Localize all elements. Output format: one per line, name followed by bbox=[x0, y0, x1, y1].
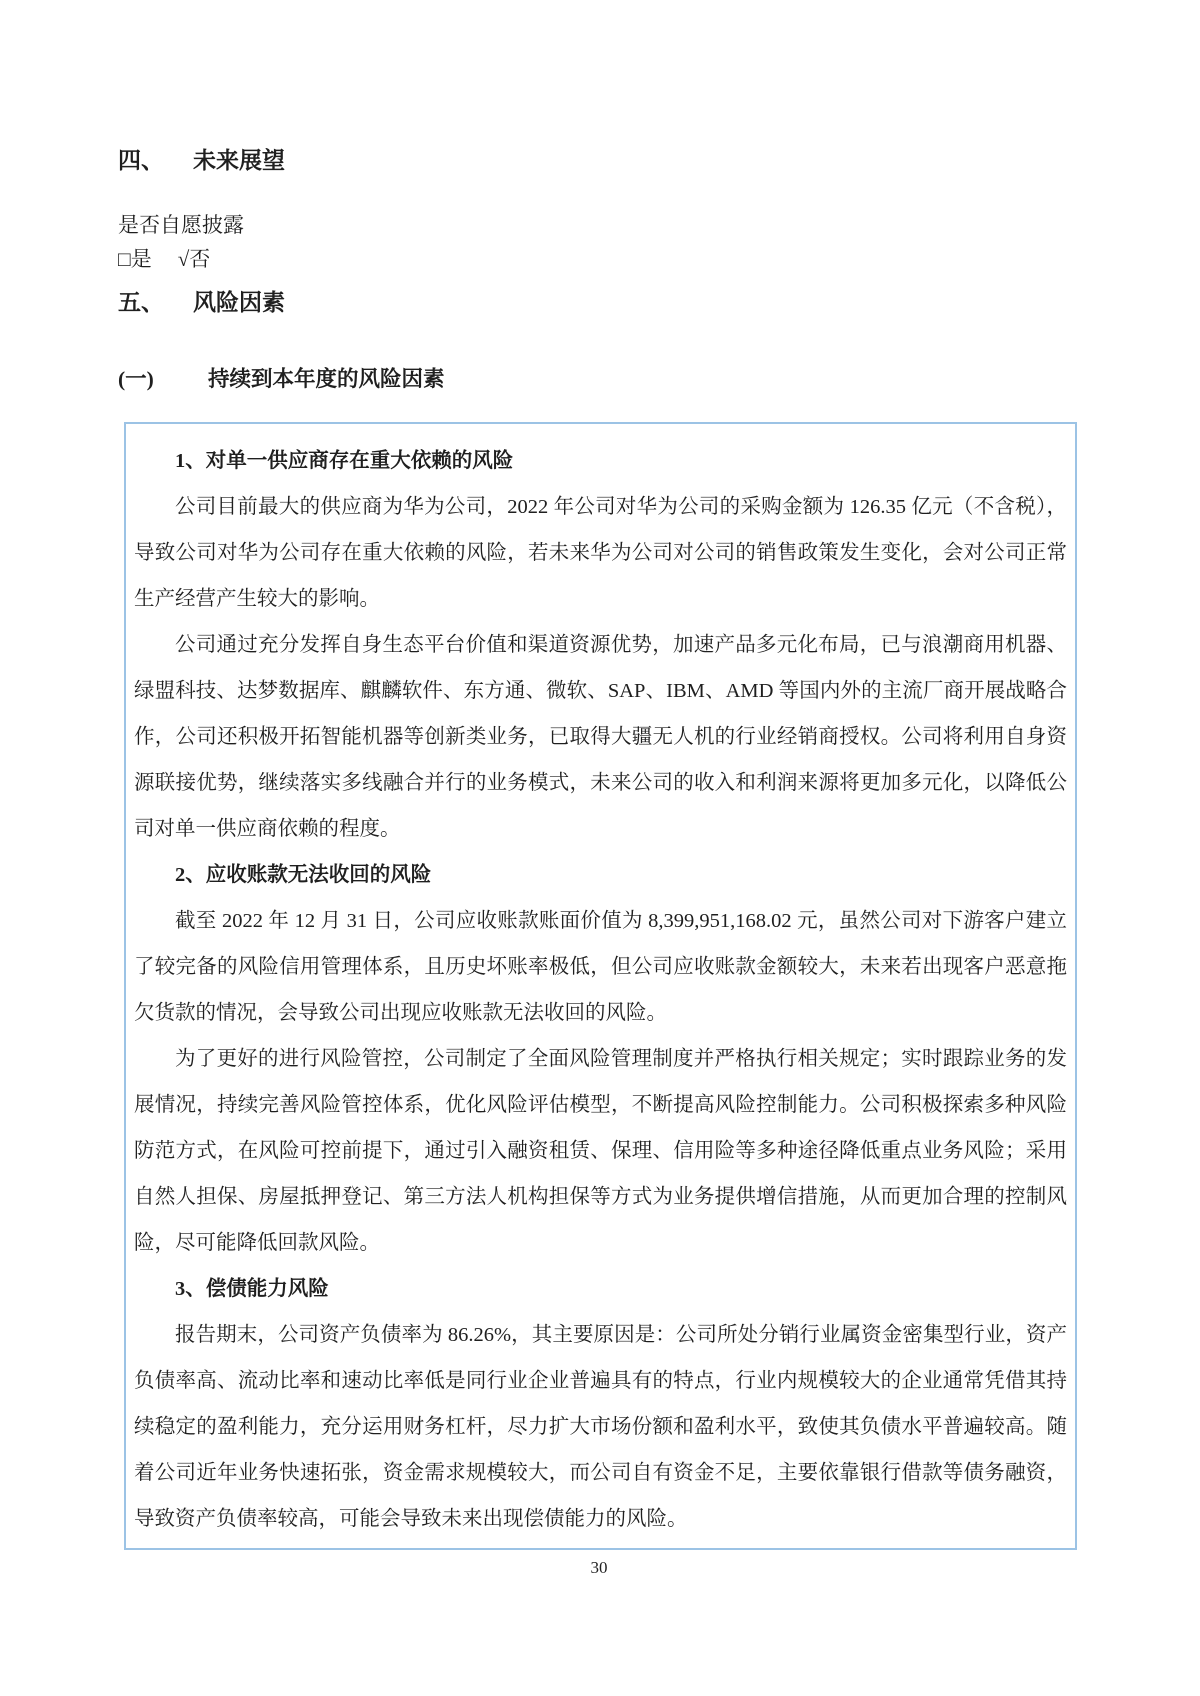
risk-item-paragraph: 截至 2022 年 12 月 31 日，公司应收账款账面价值为 8,399,951,168.02 元，虽然公司对下游客户建立了较完备的风险信用管理体系，且历史坏账率极低，但公司应收账款金额较大，未来若出现客户恶意拖欠货款的情况，会导致公司出现应收账款无法收回的风险。 bbox=[134, 910, 1067, 1024]
risk-item-paragraph: 公司目前最大的供应商为华为公司，2022 年公司对华为公司的采购金额为 126.35 亿元（不含税），导致公司对华为公司存在重大依赖的风险，若未来华为公司对公司的销售政策发生变化，会对公司正常生产经营产生较大的影响。 bbox=[134, 496, 1067, 610]
option-no bbox=[178, 247, 211, 271]
checkmark-icon: √ bbox=[177, 247, 190, 271]
disclosure-options bbox=[118, 242, 1080, 276]
risk-item-paragraph: 公司通过充分发挥自身生态平台价值和渠道资源优势，加速产品多元化布局，已与浪潮商用机器、绿盟科技、达梦数据库、麒麟软件、东方通、微软、SAP、IBM、AMD 等国内外的主流厂商开展战略合作，公司还积极开拓智能机器等创新类业务，已取得大疆无人机的行业经销商授权。公司将利用自身资源联接优势，继续落实多线融合并行的业务模式，未来公司的收入和利润来源将更加多元化，以降低公司对单一供应商依赖的程度。 bbox=[134, 634, 1067, 840]
risk-item-heading: 3、偿债能力风险 bbox=[175, 1278, 329, 1300]
section-number: 四、 bbox=[118, 148, 164, 173]
subsection-heading-ongoing-risks bbox=[118, 364, 1080, 394]
section-number: 五、 bbox=[118, 290, 164, 315]
subsection-title: 持续到本年度的风险因素 bbox=[208, 367, 445, 391]
risk-item-paragraph: 报告期末，公司资产负债率为 86.26%，其主要原因是：公司所处分销行业属资金密集型行业，资产负债率高、流动比率和速动比率低是同行业企业普遍具有的特点，行业内规模较大的企业通常凭借其持续稳定的盈利能力，充分运用财务杠杆，尽力扩大市场份额和盈利水平，致使其负债水平普遍较高。随着公司近年业务快速拓张，资金需求规模较大，而公司自有资金不足，主要依靠银行借款等债务融资，导致资产负债率较高，可能会导致未来出现偿债能力的风险。 bbox=[134, 1324, 1067, 1530]
page-number: 30 bbox=[590, 1558, 608, 1577]
section-heading-risk-factors bbox=[118, 288, 1080, 318]
section-heading-future-outlook bbox=[118, 146, 1080, 176]
risk-item-heading: 2、应收账款无法收回的风险 bbox=[175, 864, 432, 886]
risk-item-paragraph: 为了更好的进行风险管控，公司制定了全面风险管理制度并严格执行相关规定；实时跟踪业务的发展情况，持续完善风险管控体系，优化风险评估模型，不断提高风险控制能力。公司积极探索多种风险防范方式，在风险可控前提下，通过引入融资租赁、保理、信用险等多种途径降低重点业务风险；采用自然人担保、房屋抵押登记、第三方法人机构担保等方式为业务提供增信措施，从而更加合理的控制风险，尽可能降低回款风险。 bbox=[134, 1048, 1067, 1254]
subsection-number: (一) bbox=[118, 367, 154, 391]
option-yes bbox=[118, 247, 152, 271]
option-no-label: 否 bbox=[189, 247, 211, 271]
risk-factors-box bbox=[124, 422, 1077, 1550]
risk-item-heading: 1、对单一供应商存在重大依赖的风险 bbox=[175, 450, 514, 472]
option-yes-label: 是 bbox=[130, 247, 152, 271]
section-title: 风险因素 bbox=[193, 290, 285, 315]
checkbox-unchecked-icon: □ bbox=[118, 247, 131, 271]
section-title: 未来展望 bbox=[193, 148, 285, 173]
disclosure-prompt: 是否自愿披露 bbox=[118, 213, 244, 237]
